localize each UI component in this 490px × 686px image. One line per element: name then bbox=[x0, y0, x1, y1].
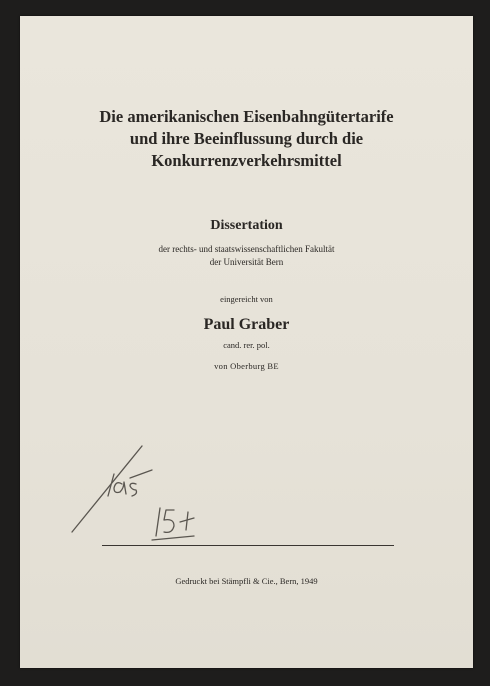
divider-line bbox=[102, 545, 394, 546]
printer-imprint: Gedruckt bei Stämpfli & Cie., Bern, 1949 bbox=[175, 576, 318, 586]
author-name: Paul Graber bbox=[203, 316, 290, 333]
author-degree: cand. rer. pol. bbox=[223, 340, 270, 350]
title-line-2: und ihre Beeinflussung durch die bbox=[129, 129, 364, 148]
submitted-by-label: eingereicht von bbox=[220, 294, 273, 304]
author-origin: von Oberburg BE bbox=[214, 361, 279, 371]
title-line-1: Die amerikanischen Eisenbahngütertarife bbox=[99, 107, 394, 126]
document-page bbox=[20, 16, 473, 668]
faculty-block bbox=[20, 243, 473, 269]
faculty-line-1: der rechts- und staatswissenschaftlichen Fakultät bbox=[158, 244, 335, 254]
title-line-3: Konkurrenzverkehrsmittel bbox=[151, 151, 342, 170]
document-type: Dissertation bbox=[210, 218, 283, 233]
document-title bbox=[20, 106, 473, 172]
handwritten-annotation bbox=[70, 444, 210, 544]
faculty-line-2: der Universität Bern bbox=[209, 257, 284, 267]
